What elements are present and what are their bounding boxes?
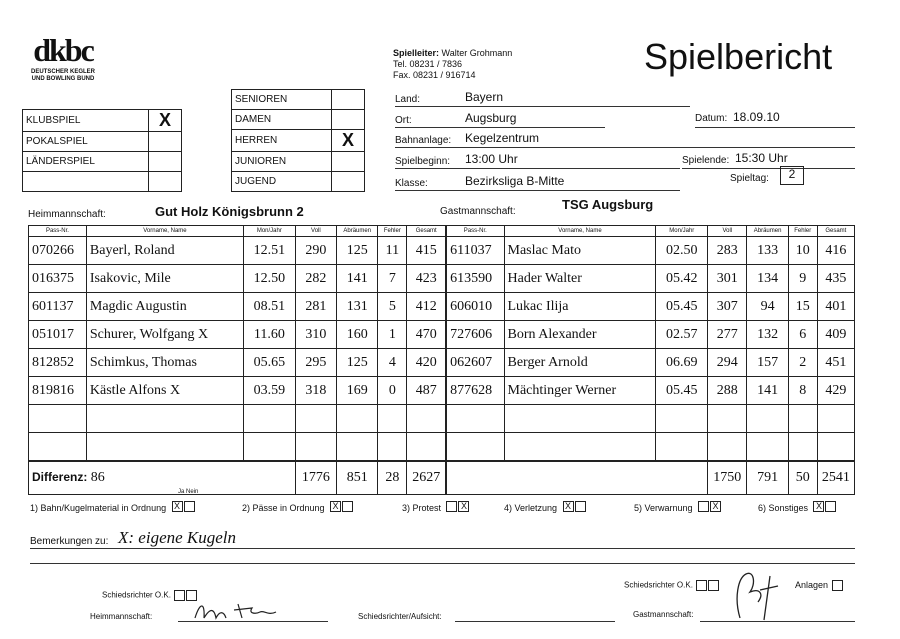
home-monjahr-cell[interactable] (244, 405, 296, 433)
home-fehler-cell[interactable]: 4 (378, 349, 407, 377)
anlagen-label: Anlagen (795, 580, 829, 590)
check-ja[interactable]: X (172, 501, 183, 512)
home-monjahr-cell[interactable]: 12.50 (244, 265, 296, 293)
guest-fehler-cell[interactable]: 8 (788, 377, 817, 405)
ende-value[interactable]: 15:30 Uhr (735, 151, 788, 165)
diff-value[interactable]: 86 (90, 470, 105, 485)
check-item (402, 498, 469, 516)
col-abr: Abräumen (747, 226, 788, 237)
home-abr-cell[interactable]: 169 (337, 377, 378, 405)
guest-monjahr-cell[interactable]: 05.45 (656, 293, 708, 321)
checks-row (30, 498, 860, 522)
guest-total-spacer (446, 461, 708, 495)
check-nein[interactable]: X (458, 501, 469, 512)
referee-ok-nein[interactable] (708, 580, 719, 591)
home-label: Heimmannschaft: (28, 209, 106, 220)
remarks-label: Bemerkungen zu: (30, 536, 109, 547)
remarks-text[interactable]: X: eigene Kugeln (118, 528, 237, 547)
guest-gesamt-cell[interactable]: 401 (817, 293, 854, 321)
referee-ok-ja[interactable] (696, 580, 707, 591)
guest-gesamt-cell[interactable]: 409 (817, 321, 854, 349)
home-gesamt-cell[interactable]: 487 (407, 377, 446, 405)
category-mark[interactable]: X (332, 130, 365, 152)
home-fehler-cell[interactable]: 1 (378, 321, 407, 349)
guest-name-cell[interactable]: Hader Walter (504, 265, 656, 293)
home-abr-cell[interactable] (337, 433, 378, 462)
guest-fehler-cell[interactable]: 15 (788, 293, 817, 321)
ende-label: Spielende: (682, 155, 730, 166)
home-gesamt-cell[interactable] (407, 433, 446, 462)
col-fehler: Fehler (378, 226, 407, 237)
home-total-gesamt[interactable]: 2627 (407, 461, 446, 495)
home-pass-cell[interactable]: 819816 (29, 377, 87, 405)
check-item (30, 498, 195, 516)
category-label: JUGEND (232, 172, 332, 192)
table-row (29, 349, 855, 377)
col-voll: Voll (708, 226, 747, 237)
col-pass: Pass-Nr. (446, 226, 504, 237)
home-total-abr[interactable]: 851 (337, 461, 378, 495)
guest-fehler-cell[interactable]: 2 (788, 349, 817, 377)
spieltag-label: Spieltag: (730, 173, 769, 184)
guest-name-cell[interactable] (504, 405, 656, 433)
guest-abr-cell[interactable]: 94 (747, 293, 788, 321)
guest-name-cell[interactable] (504, 433, 656, 462)
check-nein[interactable] (575, 501, 586, 512)
home-monjahr-cell[interactable]: 08.51 (244, 293, 296, 321)
guest-name-cell[interactable]: Born Alexander (504, 321, 656, 349)
totals-row (29, 461, 855, 495)
table-row (29, 377, 855, 405)
home-monjahr-cell[interactable]: 12.51 (244, 237, 296, 265)
guest-abr-cell[interactable] (747, 433, 788, 462)
home-name-cell[interactable]: Schimkus, Thomas (86, 349, 243, 377)
table-row (29, 433, 855, 462)
guest-gesamt-cell[interactable]: 435 (817, 265, 854, 293)
home-voll-cell[interactable]: 318 (295, 377, 336, 405)
datum-label: Datum: (695, 113, 728, 124)
check-ja[interactable] (698, 501, 709, 512)
match-type-mark[interactable] (149, 132, 182, 152)
table-row (29, 265, 855, 293)
home-name-cell[interactable] (86, 405, 243, 433)
home-fehler-cell[interactable] (378, 433, 407, 462)
category-mark[interactable] (332, 90, 365, 110)
footer-referee-left (102, 590, 197, 601)
remarks-line-2 (30, 562, 855, 564)
col-abr: Abräumen (337, 226, 378, 237)
check-ja[interactable]: X (563, 501, 574, 512)
check-ja[interactable]: X (330, 501, 341, 512)
diff-label: Differenz: (32, 470, 88, 484)
home-abr-cell[interactable]: 131 (337, 293, 378, 321)
guest-pass-cell[interactable] (446, 433, 504, 462)
guest-total-gesamt[interactable]: 2541 (817, 461, 854, 495)
guest-voll-cell[interactable] (708, 405, 747, 433)
referee-ok-label: Schiedsrichter O.K. (102, 590, 171, 600)
guest-voll-cell[interactable]: 277 (708, 321, 747, 349)
datum-value[interactable]: 18.09.10 (733, 110, 780, 124)
home-fehler-cell[interactable]: 11 (378, 237, 407, 265)
home-voll-cell[interactable] (295, 433, 336, 462)
score-table (28, 225, 855, 495)
guest-monjahr-cell[interactable]: 06.69 (656, 349, 708, 377)
home-total-voll[interactable]: 1776 (295, 461, 336, 495)
guest-gesamt-cell[interactable] (817, 405, 854, 433)
col-gesamt: Gesamt (817, 226, 854, 237)
home-fehler-cell[interactable] (378, 405, 407, 433)
beginn-value[interactable]: 13:00 Uhr (465, 152, 518, 166)
guest-total-voll[interactable]: 1750 (708, 461, 747, 495)
home-name-cell[interactable]: Isakovic, Mile (86, 265, 243, 293)
guest-label: Gastmannschaft: (440, 206, 516, 217)
leader-label: Spielleiter: (393, 48, 440, 58)
guest-voll-cell[interactable]: 294 (708, 349, 747, 377)
klasse-value[interactable]: Bezirksliga B-Mitte (465, 174, 565, 188)
ja-nein-legend (178, 489, 198, 495)
check-nein[interactable]: X (710, 501, 721, 512)
home-gesamt-cell[interactable]: 415 (407, 237, 446, 265)
home-monjahr-cell[interactable]: 05.65 (244, 349, 296, 377)
match-type-label: LÄNDERSPIEL (23, 152, 149, 172)
table-body (29, 237, 855, 462)
sig-home-label: Heimmannschaft: (90, 612, 153, 621)
home-monjahr-cell[interactable]: 03.59 (244, 377, 296, 405)
home-pass-cell[interactable]: 070266 (29, 237, 87, 265)
check-item (504, 498, 586, 516)
check-label: 2) Pässe in Ordnung (242, 503, 325, 513)
col-fehler: Fehler (788, 226, 817, 237)
home-team[interactable]: Gut Holz Königsbrunn 2 (155, 204, 304, 219)
sig-guest-label: Gastmannschaft: (633, 610, 694, 619)
guest-voll-cell[interactable]: 283 (708, 237, 747, 265)
home-abr-cell[interactable]: 125 (337, 237, 378, 265)
leader-block (393, 48, 512, 81)
match-type-label: KLUBSPIEL (23, 110, 149, 132)
category-mark[interactable] (332, 110, 365, 130)
home-voll-cell[interactable] (295, 405, 336, 433)
guest-monjahr-cell[interactable] (656, 433, 708, 462)
guest-pass-cell[interactable]: 877628 (446, 377, 504, 405)
table-row (29, 237, 855, 265)
referee-ok-label: Schiedsrichter O.K. (624, 580, 693, 590)
category-box (231, 89, 365, 192)
category-label: HERREN (232, 130, 332, 152)
guest-name-cell[interactable]: Berger Arnold (504, 349, 656, 377)
home-voll-cell[interactable]: 281 (295, 293, 336, 321)
col-monjahr: Mon/Jahr (656, 226, 708, 237)
home-name-cell[interactable]: Kästle Alfons X (86, 377, 243, 405)
home-voll-cell[interactable]: 295 (295, 349, 336, 377)
col-gesamt: Gesamt (407, 226, 446, 237)
match-type-label: POKALSPIEL (23, 132, 149, 152)
guest-abr-cell[interactable] (747, 405, 788, 433)
home-total-fehler[interactable]: 28 (378, 461, 407, 495)
home-monjahr-cell[interactable]: 11.60 (244, 321, 296, 349)
check-nein[interactable] (342, 501, 353, 512)
logo-mark: dkbc (33, 32, 93, 68)
match-type-mark[interactable]: X (149, 110, 182, 132)
home-pass-cell[interactable]: 601137 (29, 293, 87, 321)
guest-pass-cell[interactable]: 613590 (446, 265, 504, 293)
bahn-value[interactable]: Kegelzentrum (465, 131, 540, 145)
home-pass-cell[interactable] (29, 433, 87, 462)
guest-name-cell[interactable]: Mächtinger Werner (504, 377, 656, 405)
col-name: Vorname, Name (86, 226, 243, 237)
leader-fax: Fax. 08231 / 916714 (393, 70, 476, 80)
home-abr-cell[interactable]: 160 (337, 321, 378, 349)
guest-pass-cell[interactable]: 611037 (446, 237, 504, 265)
guest-team[interactable]: TSG Augsburg (562, 197, 654, 212)
leader-tel: Tel. 08231 / 7836 (393, 59, 463, 69)
col-pass: Pass-Nr. (29, 226, 87, 237)
home-pass-cell[interactable] (29, 405, 87, 433)
guest-monjahr-cell[interactable]: 05.42 (656, 265, 708, 293)
guest-abr-cell[interactable]: 134 (747, 265, 788, 293)
referee-ok-ja[interactable] (174, 590, 185, 601)
sig-referee-label: Schiedsrichter/Aufsicht: (358, 612, 442, 621)
guest-fehler-cell[interactable]: 6 (788, 321, 817, 349)
check-label: 1) Bahn/Kugelmaterial in Ordnung (30, 503, 167, 513)
home-abr-cell[interactable]: 141 (337, 265, 378, 293)
home-pass-cell[interactable]: 051017 (29, 321, 87, 349)
home-voll-cell[interactable]: 282 (295, 265, 336, 293)
table-row (29, 321, 855, 349)
bahn-label: Bahnanlage: (395, 135, 452, 146)
beginn-label: Spielbeginn: (395, 156, 451, 167)
home-fehler-cell[interactable]: 0 (378, 377, 407, 405)
ort-label: Ort: (395, 115, 412, 126)
page-title: Spielbericht (644, 36, 833, 77)
guest-abr-cell[interactable]: 132 (747, 321, 788, 349)
guest-fehler-cell[interactable]: 9 (788, 265, 817, 293)
category-mark[interactable] (332, 152, 365, 172)
col-monjahr: Mon/Jahr (244, 226, 296, 237)
check-label: 4) Verletzung (504, 503, 558, 513)
guest-gesamt-cell[interactable]: 451 (817, 349, 854, 377)
check-label: 6) Sonstiges (758, 503, 809, 513)
home-fehler-cell[interactable]: 7 (378, 265, 407, 293)
guest-name-cell[interactable]: Lukac Ilija (504, 293, 656, 321)
guest-pass-cell[interactable] (446, 405, 504, 433)
guest-abr-cell[interactable]: 157 (747, 349, 788, 377)
guest-name-cell[interactable]: Maslac Mato (504, 237, 656, 265)
guest-gesamt-cell[interactable]: 416 (817, 237, 854, 265)
check-nein[interactable] (825, 501, 836, 512)
guest-gesamt-cell[interactable] (817, 433, 854, 462)
check-ja[interactable] (446, 501, 457, 512)
home-name-cell[interactable]: Bayerl, Roland (86, 237, 243, 265)
guest-monjahr-cell[interactable] (656, 405, 708, 433)
match-type-mark[interactable] (149, 152, 182, 172)
guest-total-abr[interactable]: 791 (747, 461, 788, 495)
home-voll-cell[interactable]: 290 (295, 237, 336, 265)
spieltag-value[interactable]: 2 (780, 166, 804, 185)
guest-gesamt-cell[interactable]: 429 (817, 377, 854, 405)
home-gesamt-cell[interactable]: 420 (407, 349, 446, 377)
check-label: 3) Protest (402, 503, 442, 513)
guest-pass-cell[interactable]: 727606 (446, 321, 504, 349)
guest-fehler-cell[interactable] (788, 405, 817, 433)
guest-pass-cell[interactable]: 062607 (446, 349, 504, 377)
home-gesamt-cell[interactable]: 423 (407, 265, 446, 293)
guest-voll-cell[interactable]: 307 (708, 293, 747, 321)
logo (24, 32, 102, 83)
guest-monjahr-cell[interactable]: 05.45 (656, 377, 708, 405)
match-type-box (22, 109, 182, 192)
home-name-cell[interactable]: Schurer, Wolfgang X (86, 321, 243, 349)
home-signature (190, 600, 300, 624)
check-item (634, 498, 721, 516)
remarks-line (30, 530, 855, 549)
home-fehler-cell[interactable]: 5 (378, 293, 407, 321)
home-name-cell[interactable] (86, 433, 243, 462)
category-label: JUNIOREN (232, 152, 332, 172)
referee-signature (720, 568, 790, 624)
col-voll: Voll (295, 226, 336, 237)
home-voll-cell[interactable]: 310 (295, 321, 336, 349)
guest-voll-cell[interactable]: 301 (708, 265, 747, 293)
guest-voll-cell[interactable]: 288 (708, 377, 747, 405)
guest-abr-cell[interactable]: 133 (747, 237, 788, 265)
col-name: Vorname, Name (504, 226, 656, 237)
ort-value[interactable]: Augsburg (465, 111, 517, 125)
anlagen (795, 580, 843, 591)
category-label: DAMEN (232, 110, 332, 130)
guest-monjahr-cell[interactable]: 02.57 (656, 321, 708, 349)
home-gesamt-cell[interactable]: 470 (407, 321, 446, 349)
match-type-label (23, 172, 149, 192)
nein-label: Nein (186, 489, 199, 495)
category-mark[interactable] (332, 172, 365, 192)
klasse-label: Klasse: (395, 178, 428, 189)
home-abr-cell[interactable] (337, 405, 378, 433)
check-ja[interactable]: X (813, 501, 824, 512)
home-abr-cell[interactable]: 125 (337, 349, 378, 377)
footer-referee-right (624, 580, 719, 591)
logo-subtitle: DEUTSCHER KEGLER UND BOWLING BUND (30, 69, 95, 82)
check-item (758, 498, 836, 516)
leader-name: Walter Grohmann (441, 48, 513, 58)
table-row (29, 405, 855, 433)
home-monjahr-cell[interactable] (244, 433, 296, 462)
land-label: Land: (395, 94, 421, 105)
anlagen-checkbox[interactable] (832, 580, 843, 591)
check-nein[interactable] (184, 501, 195, 512)
guest-voll-cell[interactable] (708, 433, 747, 462)
check-label: 5) Verwarnung (634, 503, 693, 513)
home-pass-cell[interactable]: 812852 (29, 349, 87, 377)
guest-abr-cell[interactable]: 141 (747, 377, 788, 405)
guest-total-fehler[interactable]: 50 (788, 461, 817, 495)
table-header (29, 226, 855, 237)
ja-label: Ja (178, 489, 185, 495)
table-row (29, 293, 855, 321)
guest-fehler-cell[interactable] (788, 433, 817, 462)
guest-fehler-cell[interactable]: 10 (788, 237, 817, 265)
check-item (242, 498, 353, 516)
match-type-mark[interactable] (149, 172, 182, 192)
guest-pass-cell[interactable]: 606010 (446, 293, 504, 321)
home-name-cell[interactable]: Magdic Augustin (86, 293, 243, 321)
home-pass-cell[interactable]: 016375 (29, 265, 87, 293)
land-value[interactable]: Bayern (465, 90, 504, 104)
guest-monjahr-cell[interactable]: 02.50 (656, 237, 708, 265)
home-gesamt-cell[interactable]: 412 (407, 293, 446, 321)
category-label: SENIOREN (232, 90, 332, 110)
home-gesamt-cell[interactable] (407, 405, 446, 433)
